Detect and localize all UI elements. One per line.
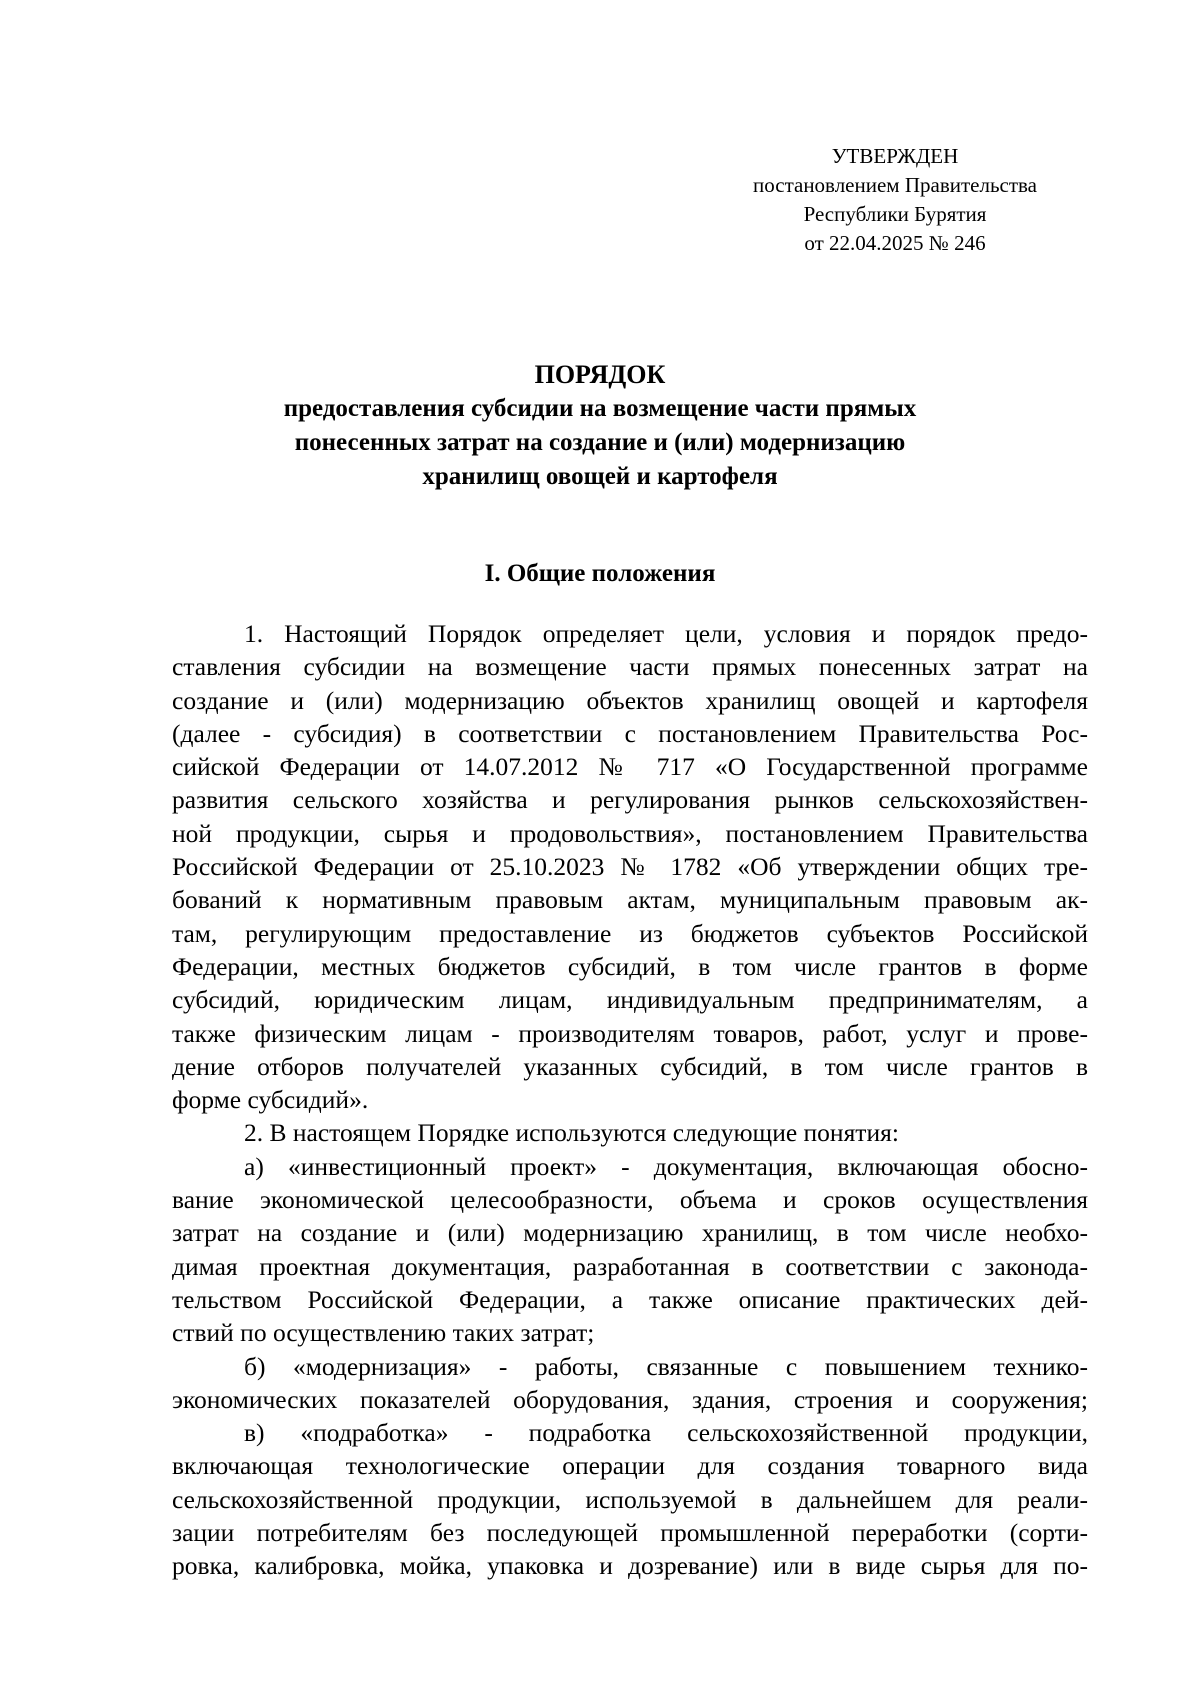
body-line: субсидий, юридическим лицам, индивидуальным предпринимателям, а [172, 985, 1088, 1015]
body-line: бований к нормативным правовым актам, муниципальным правовым ак- [172, 885, 1088, 915]
body-line: б) «модернизация» - работы, связанные с повышением технико- [244, 1351, 1088, 1381]
approval-line-by-decree: постановлением Правительства [752, 173, 1037, 197]
body-line: также физическим лицам - производителям товаров, работ, услуг и прове- [172, 1018, 1088, 1048]
document-subtitle-line: хранилищ овощей и картофеля [422, 463, 778, 490]
body-line: сийской Федерации от 14.07.2012 № 717 «О Государственной программе [172, 752, 1088, 782]
document-title [150, 358, 1050, 494]
body-line: Федерации, местных бюджетов субсидий, в том числе грантов в форме [172, 951, 1088, 981]
body-line: включающая технологические операции для создания товарного вида [172, 1451, 1088, 1481]
section-heading: I. Общие положения [484, 560, 716, 587]
body-line: дение отборов получателей указанных субсидий, в том числе грантов в [172, 1051, 1088, 1081]
body-line: (далее - субсидия) в соответствии с постановлением Правительства Рос- [172, 718, 1088, 748]
body-line: ровка, калибровка, мойка, упаковка и дозревание) или в виде сырья для по- [172, 1551, 1088, 1581]
approval-stamp [700, 142, 1090, 258]
document-subtitle-line: понесенных затрат на создание и (или) модернизацию [294, 429, 906, 456]
body-line: тельством Российской Федерации, а также описание практических дей- [172, 1284, 1088, 1314]
document-subtitle-line: предоставления субсидии на возмещение части прямых [283, 395, 917, 422]
body-line: в) «подработка» - подработка сельскохозяйственной продукции, [244, 1418, 1088, 1448]
document-body [172, 617, 1088, 1583]
approval-line-date-number: от 22.04.2025 № 246 [804, 231, 986, 255]
body-line: сельскохозяйственной продукции, используемой в дальнейшем для реали- [172, 1484, 1088, 1514]
body-line: димая проектная документация, разработанная в соответствии с законода- [172, 1251, 1088, 1281]
body-line: развития сельского хозяйства и регулирования рынков сельскохозяйствен- [172, 785, 1088, 815]
body-line: форме субсидий». [172, 1085, 369, 1115]
body-line: ной продукции, сырья и продовольствия», постановлением Правительства [172, 818, 1088, 848]
body-line: создание и (или) модернизацию объектов хранилищ овощей и картофеля [172, 685, 1088, 715]
body-line: Российской Федерации от 25.10.2023 № 1782 «Об утверждении общих тре- [172, 852, 1088, 882]
body-line: затрат на создание и (или) модернизацию хранилищ, в том числе необхо- [172, 1218, 1088, 1248]
body-line: а) «инвестиционный проект» - документация, включающая обосно- [244, 1151, 1088, 1181]
approval-line-republic: Республики Бурятия [803, 202, 987, 226]
body-line: экономических показателей оборудования, здания, строения и сооружения; [172, 1384, 1088, 1414]
body-line: вание экономической целесообразности, объема и сроков осуществления [172, 1185, 1088, 1215]
body-line: зации потребителям без последующей промышленной переработки (сорти- [172, 1518, 1088, 1548]
body-line: ствий по осуществлению таких затрат; [172, 1318, 595, 1348]
body-line: ставления субсидии на возмещение части прямых понесенных затрат на [172, 652, 1088, 682]
document-type-heading: ПОРЯДОК [534, 360, 666, 389]
body-line: там, регулирующим предоставление из бюджетов субъектов Российской [172, 918, 1088, 948]
approval-line-approved: УТВЕРЖДЕН [831, 144, 959, 168]
body-line: 1. Настоящий Порядок определяет цели, условия и порядок предо- [244, 619, 1088, 648]
body-line: 2. В настоящем Порядке используются следующие понятия: [244, 1118, 899, 1148]
